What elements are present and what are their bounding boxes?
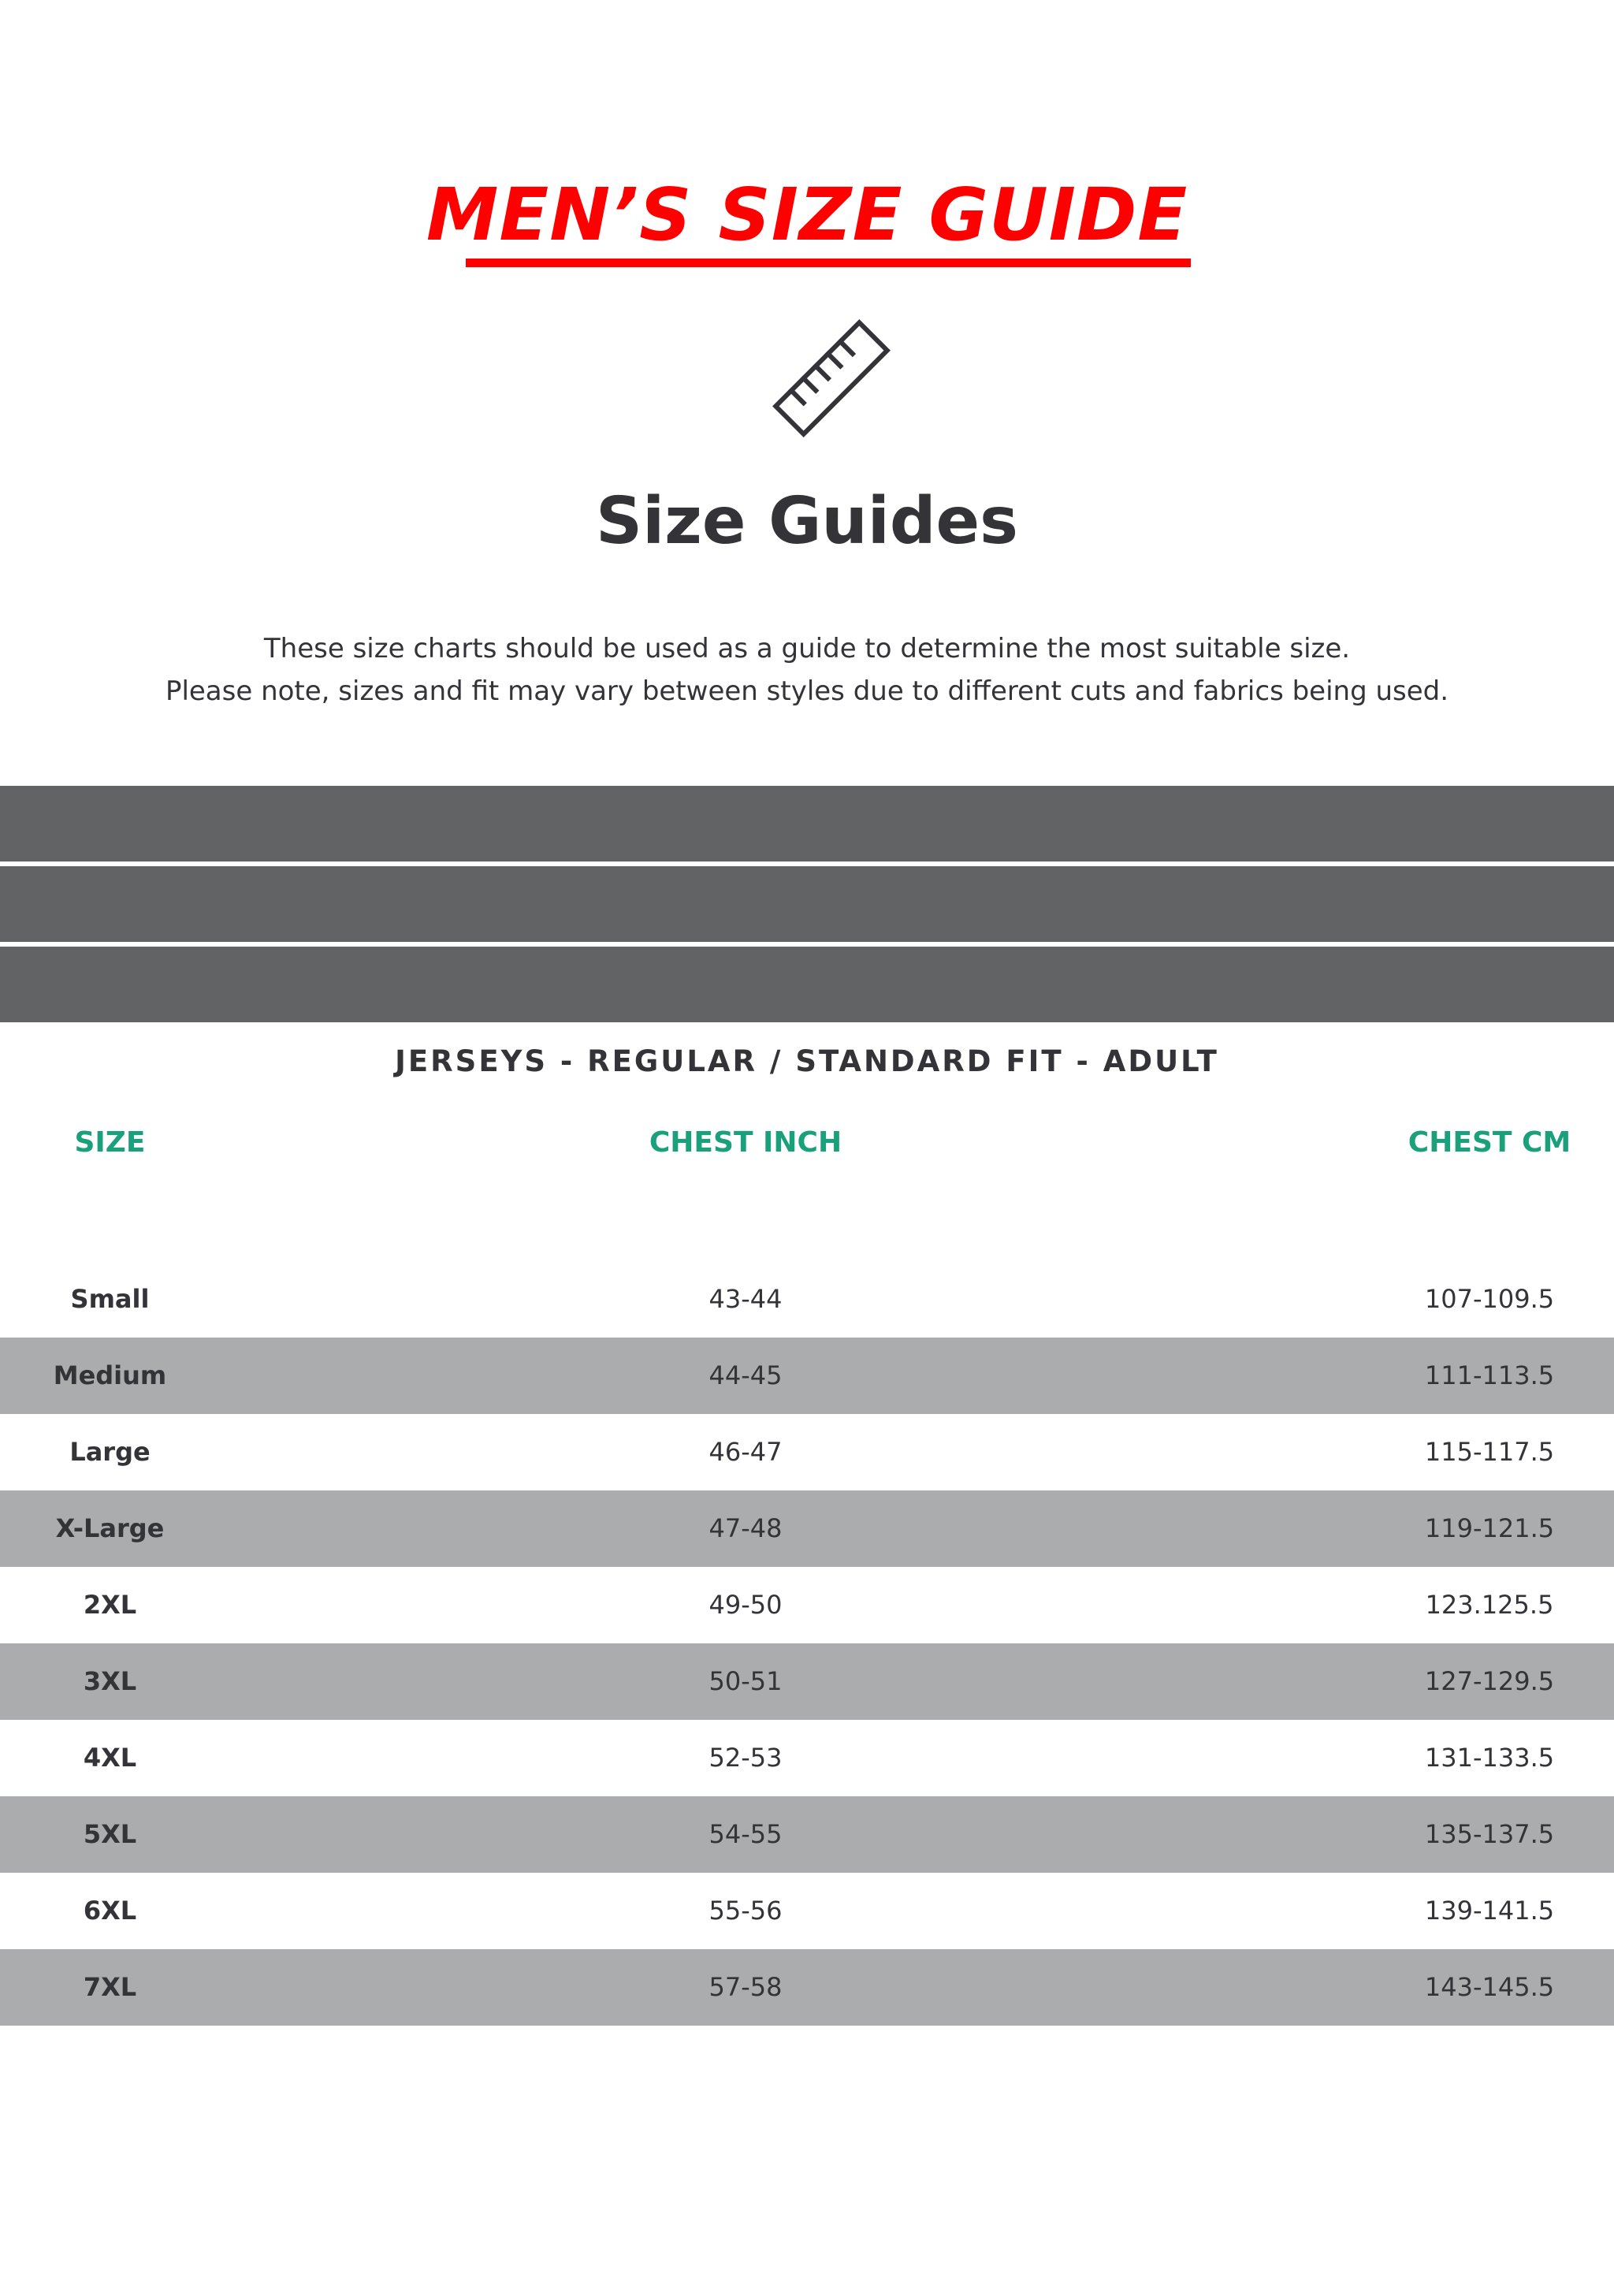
table-row <box>0 1567 1614 1643</box>
chest-inch-cell: 46-47 <box>708 1437 783 1467</box>
table-row <box>0 1490 1614 1567</box>
chest-cm-cell: 107-109.5 <box>1424 1284 1555 1314</box>
section-heading: Size Guides <box>596 484 1018 559</box>
title-underline <box>466 259 1191 267</box>
chest-cm-cell: 111-113.5 <box>1424 1360 1555 1390</box>
intro-line: Please note, sizes and fit may vary between styles due to different cuts and fabrics being used. <box>165 675 1449 707</box>
chest-inch-cell: 49-50 <box>708 1590 783 1620</box>
chest-cm-cell: 143-145.5 <box>1424 1972 1555 2002</box>
chest-inch-cell: 55-56 <box>708 1896 783 1926</box>
page-title: MEN’S SIZE GUIDE <box>426 173 1188 257</box>
table-row <box>0 1338 1614 1414</box>
chest-cm-cell: 127-129.5 <box>1424 1666 1555 1696</box>
size-cell: 2XL <box>83 1590 137 1620</box>
size-cell: 6XL <box>83 1896 137 1926</box>
chest-cm-cell: 139-141.5 <box>1424 1896 1555 1926</box>
dark-band <box>0 947 1614 1022</box>
chest-inch-cell: 50-51 <box>708 1666 783 1696</box>
size-cell: Medium <box>53 1360 167 1390</box>
intro-line: These size charts should be used as a guide to determine the most suitable size. <box>263 633 1351 664</box>
column-header-chest-cm: CHEST CM <box>1408 1126 1571 1159</box>
column-header-chest-inch: CHEST INCH <box>649 1126 842 1159</box>
table-row <box>0 1873 1614 1949</box>
chest-cm-cell: 115-117.5 <box>1424 1437 1555 1467</box>
chest-cm-cell: 123.125.5 <box>1425 1590 1554 1620</box>
table-row <box>0 1414 1614 1490</box>
ruler-icon <box>764 311 898 445</box>
size-cell: 3XL <box>83 1666 137 1696</box>
table-title: JERSEYS - REGULAR / STANDARD FIT - ADULT <box>395 1044 1219 1078</box>
size-table <box>0 1261 1614 2026</box>
dark-band <box>0 786 1614 861</box>
chest-cm-cell: 119-121.5 <box>1424 1513 1555 1543</box>
size-cell: 7XL <box>83 1972 137 2002</box>
size-cell: 5XL <box>83 1819 137 1849</box>
table-row <box>0 1643 1614 1720</box>
size-cell: Small <box>70 1284 150 1314</box>
chest-inch-cell: 54-55 <box>708 1819 783 1849</box>
dark-band <box>0 866 1614 942</box>
table-row <box>0 1261 1614 1338</box>
chest-inch-cell: 52-53 <box>708 1743 783 1773</box>
table-row <box>0 1949 1614 2026</box>
size-cell: 4XL <box>83 1743 137 1773</box>
chest-inch-cell: 57-58 <box>708 1972 783 2002</box>
table-row <box>0 1720 1614 1796</box>
chest-inch-cell: 44-45 <box>708 1360 783 1390</box>
chest-cm-cell: 131-133.5 <box>1424 1743 1555 1773</box>
chest-inch-cell: 47-48 <box>708 1513 783 1543</box>
size-cell: Large <box>69 1437 151 1467</box>
chest-cm-cell: 135-137.5 <box>1424 1819 1555 1849</box>
chest-inch-cell: 43-44 <box>708 1284 783 1314</box>
size-cell: X-Large <box>55 1513 165 1543</box>
column-header-size: SIZE <box>74 1126 146 1159</box>
intro-text <box>0 627 1614 713</box>
table-row <box>0 1796 1614 1873</box>
